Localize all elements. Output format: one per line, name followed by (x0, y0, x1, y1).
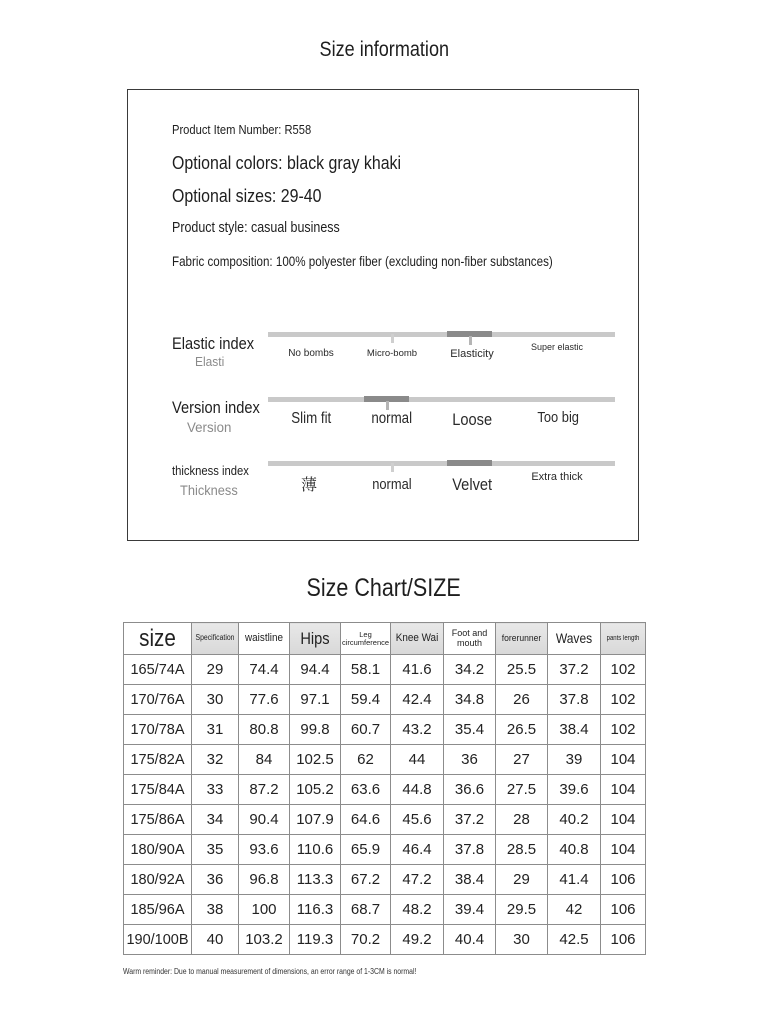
version-level-2: normal (371, 410, 413, 427)
size-cell: 175/84A (124, 775, 192, 805)
size-chart-header-row (124, 623, 646, 655)
measurement-cell: 58.1 (341, 655, 391, 685)
elastic-scale-tick (391, 334, 394, 343)
elastic-level-2: Micro-bomb (366, 348, 418, 359)
measurement-cell: 39.4 (444, 895, 496, 925)
elastic-level-3: Elasticity (450, 348, 494, 360)
measurement-cell: 38 (192, 895, 239, 925)
measurement-cell: 94.4 (290, 655, 341, 685)
measurement-cell: 107.9 (290, 805, 341, 835)
measurement-cell: 34.2 (444, 655, 496, 685)
measurement-cell: 104 (601, 835, 646, 865)
measurement-cell: 77.6 (239, 685, 290, 715)
header-foot-and-mouth: Foot and mouth (444, 623, 496, 655)
table-row (124, 925, 646, 955)
measurement-cell: 32 (192, 745, 239, 775)
measurement-cell: 35.4 (444, 715, 496, 745)
thickness-level-2: normal (372, 476, 412, 493)
footer-note: Warm reminder: Due to manual measurement of dimensions, an error range of 1-3CM is normal! (123, 967, 417, 976)
measurement-cell: 37.8 (548, 685, 601, 715)
measurement-cell: 96.8 (239, 865, 290, 895)
thickness-level-4: Extra thick (531, 471, 583, 483)
product-item-number: Product Item Number: R558 (172, 122, 312, 137)
measurement-cell: 42 (548, 895, 601, 925)
version-marker-tick (386, 401, 389, 410)
thickness-level-1: 薄 (300, 477, 317, 494)
measurement-cell: 42.4 (391, 685, 444, 715)
thickness-index-marker (447, 460, 492, 466)
measurement-cell: 97.1 (290, 685, 341, 715)
measurement-cell: 30 (192, 685, 239, 715)
measurement-cell: 39.6 (548, 775, 601, 805)
measurement-cell: 40.4 (444, 925, 496, 955)
size-cell: 170/76A (124, 685, 192, 715)
size-cell: 180/92A (124, 865, 192, 895)
product-style: Product style: casual business (172, 220, 340, 236)
header-leg-circumference: Leg circumference (341, 623, 391, 655)
measurement-cell: 27 (496, 745, 548, 775)
elastic-level-4: Super elastic (530, 342, 584, 352)
measurement-cell: 106 (601, 865, 646, 895)
version-index-subtitle: Version (187, 419, 232, 435)
table-row (124, 805, 646, 835)
measurement-cell: 100 (239, 895, 290, 925)
measurement-cell: 28.5 (496, 835, 548, 865)
measurement-cell: 49.2 (391, 925, 444, 955)
measurement-cell: 35 (192, 835, 239, 865)
measurement-cell: 47.2 (391, 865, 444, 895)
measurement-cell: 67.2 (341, 865, 391, 895)
size-chart-title: Size Chart/SIZE (306, 574, 462, 602)
measurement-cell: 99.8 (290, 715, 341, 745)
measurement-cell: 37.2 (548, 655, 601, 685)
size-chart-table (123, 622, 646, 955)
header-forerunner: forerunner (496, 623, 548, 655)
measurement-cell: 33 (192, 775, 239, 805)
header-knee-wai: Knee Wai (391, 623, 444, 655)
elastic-level-1: No bombs (288, 348, 334, 359)
size-cell: 190/100B (124, 925, 192, 955)
measurement-cell: 62 (341, 745, 391, 775)
measurement-cell: 36 (192, 865, 239, 895)
measurement-cell: 37.8 (444, 835, 496, 865)
measurement-cell: 37.2 (444, 805, 496, 835)
measurement-cell: 43.2 (391, 715, 444, 745)
size-cell: 175/82A (124, 745, 192, 775)
table-row (124, 745, 646, 775)
measurement-cell: 87.2 (239, 775, 290, 805)
measurement-cell: 90.4 (239, 805, 290, 835)
size-cell: 170/78A (124, 715, 192, 745)
table-row (124, 775, 646, 805)
measurement-cell: 74.4 (239, 655, 290, 685)
header-specification: Specification (192, 623, 239, 655)
measurement-cell: 60.7 (341, 715, 391, 745)
measurement-cell: 34 (192, 805, 239, 835)
elastic-index-title: Elastic index (172, 334, 255, 353)
header-hips: Hips (290, 623, 341, 655)
measurement-cell: 29 (496, 865, 548, 895)
measurement-cell: 30 (496, 925, 548, 955)
thickness-level-3: Velvet (452, 475, 492, 494)
size-cell: 180/90A (124, 835, 192, 865)
measurement-cell: 68.7 (341, 895, 391, 925)
measurement-cell: 25.5 (496, 655, 548, 685)
measurement-cell: 44 (391, 745, 444, 775)
header-pants-length: pants length (601, 623, 646, 655)
measurement-cell: 119.3 (290, 925, 341, 955)
fabric-composition: Fabric composition: 100% polyester fiber (excluding non-fiber substances) (172, 254, 553, 269)
measurement-cell: 116.3 (290, 895, 341, 925)
measurement-cell: 110.6 (290, 835, 341, 865)
measurement-cell: 105.2 (290, 775, 341, 805)
elastic-index-subtitle: Elasti (195, 354, 225, 369)
product-sizes: Optional sizes: 29-40 (172, 185, 322, 206)
version-level-1: Slim fit (291, 410, 331, 427)
measurement-cell: 38.4 (548, 715, 601, 745)
measurement-cell: 102 (601, 715, 646, 745)
header-waves: Waves (548, 623, 601, 655)
measurement-cell: 102 (601, 685, 646, 715)
measurement-cell: 44.8 (391, 775, 444, 805)
measurement-cell: 27.5 (496, 775, 548, 805)
measurement-cell: 63.6 (341, 775, 391, 805)
measurement-cell: 39 (548, 745, 601, 775)
elastic-index-scale (268, 332, 615, 337)
version-index-title: Version index (172, 398, 260, 417)
measurement-cell: 29 (192, 655, 239, 685)
thickness-scale-tick (391, 463, 394, 472)
measurement-cell: 42.5 (548, 925, 601, 955)
table-row (124, 685, 646, 715)
measurement-cell: 113.3 (290, 865, 341, 895)
product-colors: Optional colors: black gray khaki (172, 152, 402, 173)
measurement-cell: 34.8 (444, 685, 496, 715)
elastic-marker-tick (469, 336, 472, 345)
measurement-cell: 106 (601, 925, 646, 955)
header-waistline: waistline (239, 623, 290, 655)
measurement-cell: 36.6 (444, 775, 496, 805)
measurement-cell: 41.6 (391, 655, 444, 685)
thickness-index-subtitle: Thickness (180, 483, 238, 498)
measurement-cell: 29.5 (496, 895, 548, 925)
measurement-cell: 26.5 (496, 715, 548, 745)
measurement-cell: 104 (601, 745, 646, 775)
measurement-cell: 65.9 (341, 835, 391, 865)
table-row (124, 865, 646, 895)
measurement-cell: 84 (239, 745, 290, 775)
measurement-cell: 59.4 (341, 685, 391, 715)
measurement-cell: 104 (601, 775, 646, 805)
measurement-cell: 93.6 (239, 835, 290, 865)
thickness-index-scale (268, 461, 615, 466)
measurement-cell: 45.6 (391, 805, 444, 835)
measurement-cell: 103.2 (239, 925, 290, 955)
version-level-4: Too big (537, 409, 579, 426)
measurement-cell: 104 (601, 805, 646, 835)
measurement-cell: 40 (192, 925, 239, 955)
table-row (124, 895, 646, 925)
thickness-index-title: thickness index (172, 464, 249, 478)
measurement-cell: 38.4 (444, 865, 496, 895)
table-row (124, 715, 646, 745)
measurement-cell: 41.4 (548, 865, 601, 895)
version-level-3: Loose (452, 410, 492, 429)
measurement-cell: 46.4 (391, 835, 444, 865)
table-row (124, 655, 646, 685)
table-row (124, 835, 646, 865)
measurement-cell: 64.6 (341, 805, 391, 835)
size-cell: 185/96A (124, 895, 192, 925)
measurement-cell: 40.8 (548, 835, 601, 865)
measurement-cell: 40.2 (548, 805, 601, 835)
page-title: Size information (319, 38, 449, 61)
measurement-cell: 106 (601, 895, 646, 925)
measurement-cell: 102.5 (290, 745, 341, 775)
size-cell: 175/86A (124, 805, 192, 835)
measurement-cell: 48.2 (391, 895, 444, 925)
version-index-scale (268, 397, 615, 402)
measurement-cell: 36 (444, 745, 496, 775)
header-size: size (124, 623, 192, 655)
size-cell: 165/74A (124, 655, 192, 685)
measurement-cell: 70.2 (341, 925, 391, 955)
measurement-cell: 80.8 (239, 715, 290, 745)
measurement-cell: 28 (496, 805, 548, 835)
measurement-cell: 31 (192, 715, 239, 745)
measurement-cell: 102 (601, 655, 646, 685)
measurement-cell: 26 (496, 685, 548, 715)
